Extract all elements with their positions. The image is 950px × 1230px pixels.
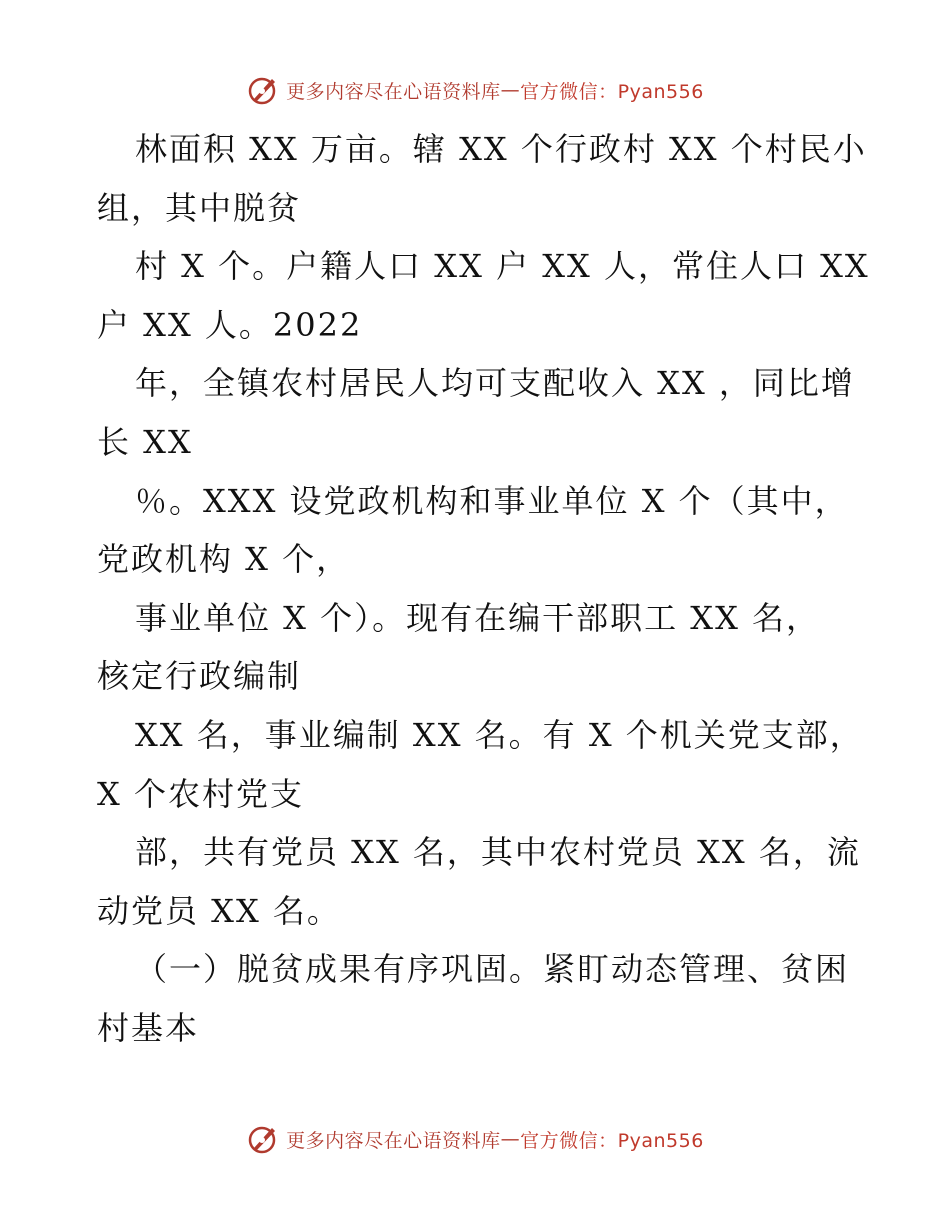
watermark-text: 更多内容尽在心语资料库 [286,80,501,103]
text-line: 长 XX [97,422,193,461]
text-line: 林面积 XX 万亩。辖 XX 个行政村 XX 个村民小 [135,130,867,168]
watermark-separator: — [500,79,521,101]
document-body [97,120,870,1058]
text-line: X 个农村党支 [97,774,304,813]
text-line: ％。XXX 设党政机构和事业单位 X 个（其中， [135,481,849,520]
watermark-footer [0,1119,950,1159]
watermark-wechat: 官方微信：Pyan556 [520,80,704,103]
watermark-text: 更多内容尽在心语资料库 [286,1129,501,1152]
text-line: 动党员 XX 名。 [97,891,341,930]
quill-pen-seal-icon [246,73,280,107]
watermark-header [0,70,950,110]
text-line: 村基本 [97,1008,200,1047]
text-line: 部，共有党员 XX 名，其中农村党员 XX 名，流 [135,833,861,872]
text-line: XX 名，事业编制 XX 名。有 X 个机关党支部， [135,715,864,754]
watermark-wechat: 官方微信：Pyan556 [520,1129,704,1152]
text-line: 村 X 个。户籍人口 XX 户 XX 人，常住人口 XX [135,247,870,286]
text-line: 党政机构 X 个， [97,540,351,579]
text-line: 户 XX 人。2022 [97,305,363,344]
quill-pen-seal-icon [246,1122,280,1156]
watermark-separator: — [500,1128,521,1150]
text-line: （一）脱贫成果有序巩固。紧盯动态管理、贫困 [135,950,850,989]
text-line: 年，全镇农村居民人均可支配收入 XX ，同比增 [135,364,855,403]
text-line: 核定行政编制 [97,657,302,696]
text-line: 组，其中脱贫 [97,188,302,227]
text-line: 事业单位 X 个）。现有在编干部职工 XX 名， [135,598,821,637]
